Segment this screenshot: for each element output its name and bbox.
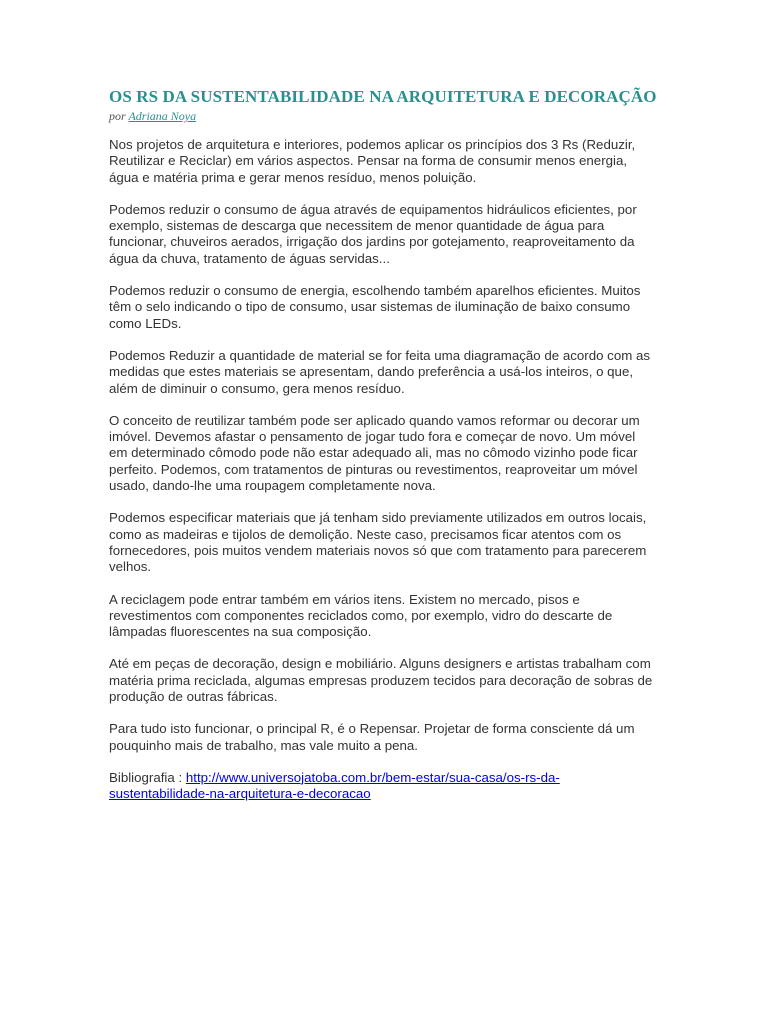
paragraph: Podemos reduzir o consumo de energia, escolhendo também aparelhos eficientes. Muitos têm o selo indicando o tipo de consumo, usar sistemas de iluminação de baixo consumo como LEDs. bbox=[109, 283, 641, 331]
paragraph: Podemos Reduzir a quantidade de material se for feita uma diagramação de acordo com as medidas que estes materiais se apresentam, dando preferência a usá-los inteiros, o que, além de diminuir o consumo, gera menos resíduo. bbox=[109, 347, 651, 396]
article-body bbox=[109, 137, 657, 803]
author-link[interactable]: Adriana Noya bbox=[128, 109, 197, 123]
byline bbox=[109, 109, 657, 123]
bibliography-link-line2: sustentabilidade-na-arquitetura-e-decoracao bbox=[109, 786, 371, 802]
paragraph: Até em peças de decoração, design e mobiliário. Alguns designers e artistas trabalham com matéria prima reciclada, algumas empresas produzem tecidos para decoração de sobras de produção de outras fábricas. bbox=[109, 656, 653, 705]
bibliography-label: Bibliografia : bbox=[109, 769, 183, 785]
bibliography-link-line1: http://www.universojatoba.com.br/bem-estar/sua-casa/os-rs-da- bbox=[185, 769, 560, 785]
paragraph: Para tudo isto funcionar, o principal R, é o Repensar. Projetar de forma consciente dá um pouquinho mais de trabalho, mas vale muito a pena. bbox=[109, 721, 635, 753]
bibliography bbox=[109, 770, 657, 803]
article bbox=[109, 86, 657, 819]
paragraph: A reciclagem pode entrar também em vários itens. Existem no mercado, pisos e revestimentos com componentes reciclados como, por exemplo, vidro do descarte de lâmpadas fluorescentes na sua composição. bbox=[109, 591, 613, 640]
byline-prefix: por bbox=[109, 109, 126, 123]
paragraph: O conceito de reutilizar também pode ser aplicado quando vamos reformar ou decorar um imóvel. Devemos afastar o pensamento de jogar tudo fora e começar de novo. Um móvel em determinado cômodo pode não estar adequado ali, mas no cômodo vizinho pode ficar perfeito. Podemos, com tratamentos de pinturas ou revestimentos, reaproveitar um móvel usado, dando-lhe uma roupagem completamente nova. bbox=[109, 412, 640, 494]
paragraph: Podemos especificar materiais que já tenham sido previamente utilizados em outros locais, como as madeiras e tijolos de demolição. Neste caso, precisamos ficar atentos com os fornecedores, pois muitos vendem materiais novos só que com tratamento para parecerem velhos. bbox=[109, 510, 647, 575]
paragraph: Podemos reduzir o consumo de água através de equipamentos hidráulicos eficientes, por exemplo, sistemas de descarga que necessitem de menor quantidade de água para funcionar, chuveiros aerados, irrigação dos jardins por gotejamento, reaproveitamento da água da chuva, tratamento de águas servidas... bbox=[109, 201, 637, 266]
paragraph: Nos projetos de arquitetura e interiores, podemos aplicar os princípios dos 3 Rs (Reduzir, Reutilizar e Reciclar) em vários aspectos. Pensar na forma de consumir menos energia, água e matéria prima e gerar menos resíduo, menos poluição. bbox=[109, 137, 636, 185]
article-title: OS RS DA SUSTENTABILIDADE NA ARQUITETURA E DECORAÇÃO bbox=[109, 87, 657, 106]
